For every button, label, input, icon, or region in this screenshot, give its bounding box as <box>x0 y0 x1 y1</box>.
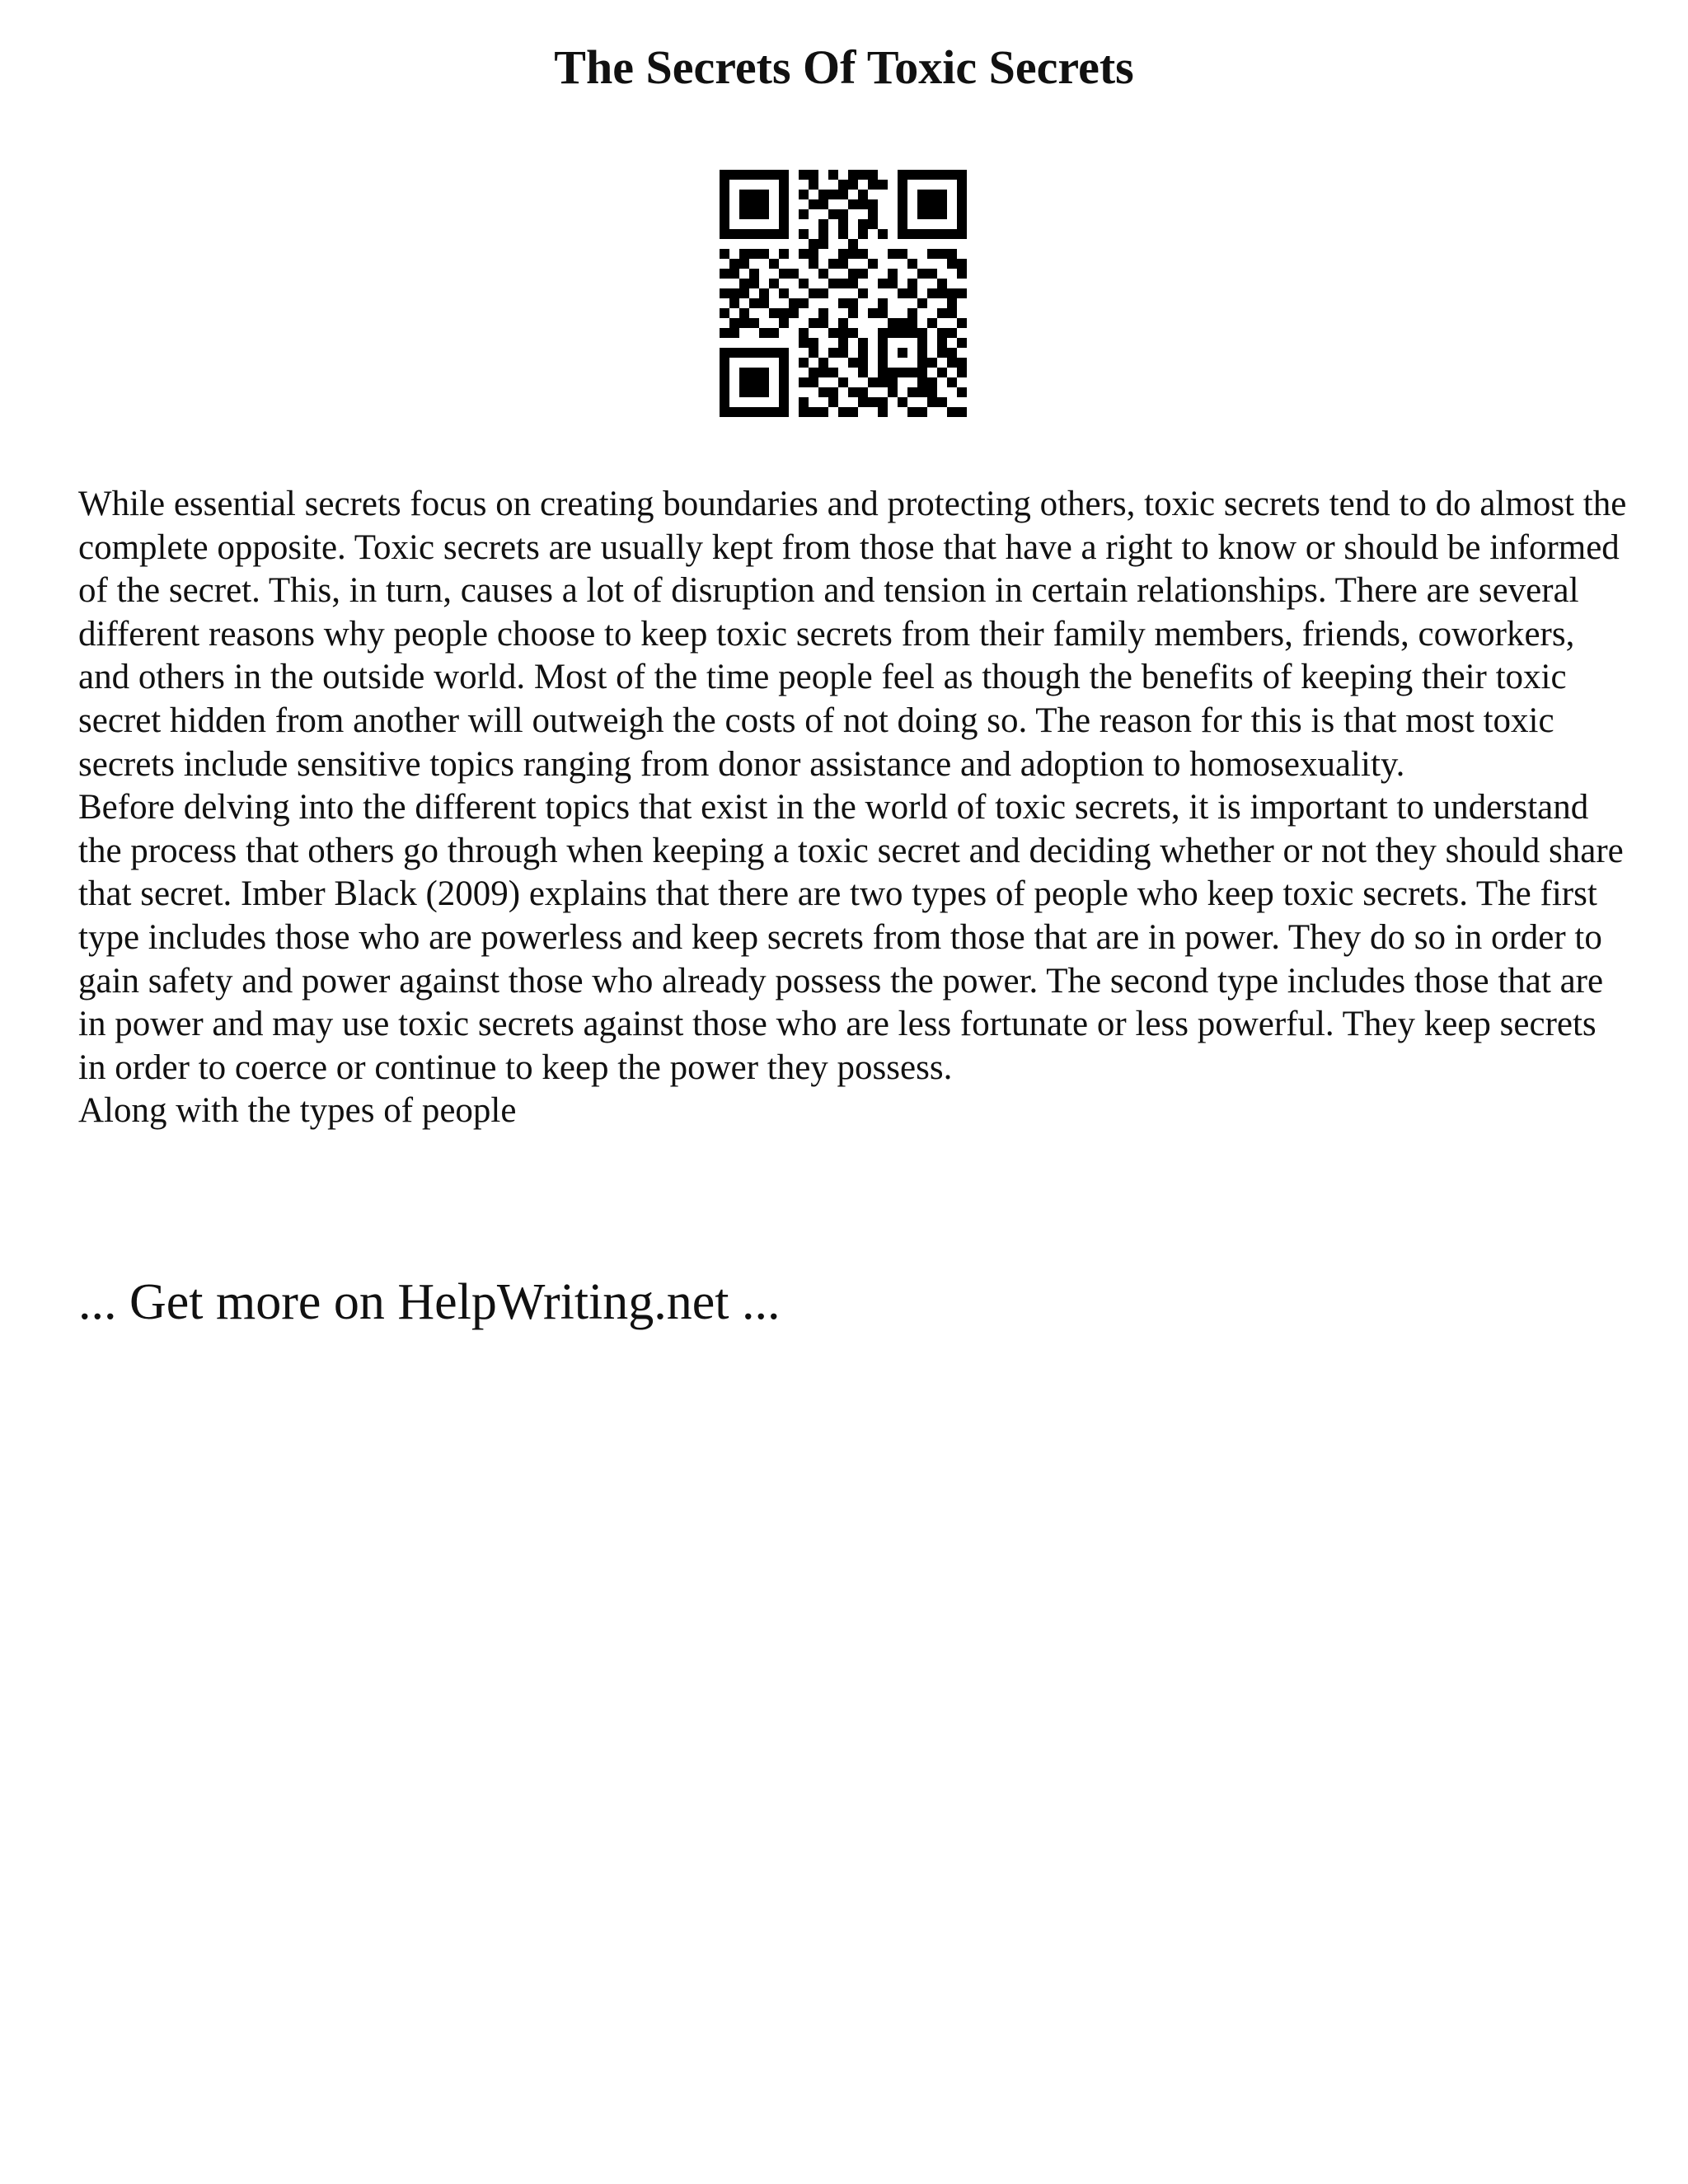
paragraph: Before delving into the different topics that exist in the world of toxic secrets, it is important to understand the process that others go through when keeping a toxic secret and deciding whether or not they should share that secret. Imber Black (2009) explains that there are two types of people who keep toxic secrets. The first type includes those who are powerless and keep secrets from those that are in power. They do so in order to gain safety and power against those who already possess the power. The second type includes those that are in power and may use toxic secrets against those who are less fortunate or less powerful. They keep secrets in order to coerce or continue to keep the power they possess. <box>78 788 1624 1087</box>
paragraph: While essential secrets focus on creating boundaries and protecting others, toxic secrets tend to do almost the complete opposite. Toxic secrets are usually kept from those that have a right to know or should be informed of the secret. This, in turn, causes a lot of disruption and tension in certain relationships. There are several different reasons why people choose to keep toxic secrets from their family members, friends, coworkers, and others in the outside world. Most of the time people feel as though the benefits of keeping their toxic secret hidden from another will outweigh the costs of not doing so. The reason for this is that most toxic secrets include sensitive topics ranging from donor assistance and adoption to homosexuality. <box>78 485 1627 784</box>
qr-code-icon[interactable] <box>720 170 967 417</box>
paragraph: Along with the types of people <box>78 1091 517 1131</box>
article-body <box>78 483 1628 1133</box>
get-more-link[interactable]: ... Get more on HelpWriting.net ... <box>78 1274 781 1330</box>
page-title: The Secrets Of Toxic Secrets <box>554 40 1134 94</box>
